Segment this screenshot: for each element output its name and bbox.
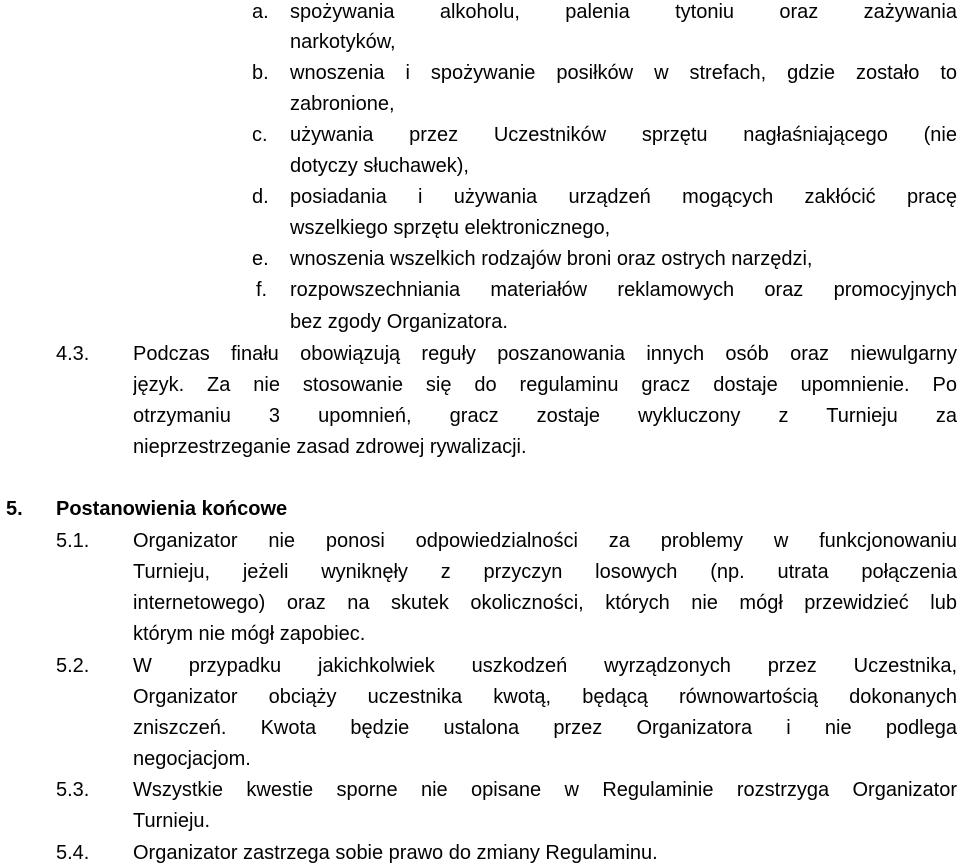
section-5-number: 5. [6, 498, 23, 520]
list-item-a-line-2: narkotyków, [290, 31, 396, 53]
list-marker-e: e. [252, 248, 269, 270]
section-5-4-line-1: Organizator zastrzega sobie prawo do zmiany Regulaminu. [133, 842, 658, 864]
section-5-2-line-3: zniszczeń. Kwota będzie ustalona przez Organizatora i nie podlega [133, 717, 957, 739]
section-5-2-number: 5.2. [56, 655, 90, 677]
list-item-d-line-1: posiadania i używania urządzeń mogących zakłócić pracę [290, 186, 957, 208]
section-5-2-line-2: Organizator obciąży uczestnika kwotą, będącą równowartością dokonanych [133, 686, 957, 708]
section-5-3-number: 5.3. [56, 779, 90, 801]
list-marker-c: c. [252, 124, 268, 146]
list-item-c-line-1: używania przez Uczestników sprzętu nagłaśniającego (nie [290, 124, 957, 146]
section-5-1-line-2: Turnieju, jeżeli wyniknęły z przyczyn losowych (np. utrata połączenia [133, 561, 957, 583]
list-item-e-line-1: wnoszenia wszelkich rodzajów broni oraz ostrych narzędzi, [290, 248, 813, 270]
list-item-a-line-1: spożywania alkoholu, palenia tytoniu oraz zażywania [290, 1, 957, 23]
section-5-2-line-4: negocjacjom. [133, 748, 251, 770]
section-4-3-line-3: otrzymaniu 3 upomnień, gracz zostaje wykluczony z Turnieju za [133, 405, 957, 427]
list-item-f-line-1: rozpowszechniania materiałów reklamowych oraz promocyjnych [290, 279, 957, 301]
section-4-3-line-4: nieprzestrzeganie zasad zdrowej rywalizacji. [133, 436, 527, 458]
section-5-1-line-1: Organizator nie ponosi odpowiedzialności za problemy w funkcjonowaniu [133, 530, 957, 552]
list-marker-b: b. [252, 62, 269, 84]
section-5-1-line-3: internetowego) oraz na skutek okoliczności, których nie mógł przewidzieć lub [133, 592, 957, 614]
section-5-3-line-1: Wszystkie kwestie sporne nie opisane w Regulaminie rozstrzyga Organizator [133, 779, 957, 801]
list-marker-a: a. [252, 1, 269, 23]
section-5-1-line-4: którym nie mógł zapobiec. [133, 623, 366, 645]
list-item-c-line-2: dotyczy słuchawek), [290, 155, 469, 177]
list-item-b-line-2: zabronione, [290, 93, 395, 115]
list-marker-d: d. [252, 186, 269, 208]
list-marker-f: f. [256, 279, 268, 301]
section-4-3-line-2: język. Za nie stosowanie się do regulaminu gracz dostaje upomnienie. Po [133, 374, 957, 396]
section-4-3-number: 4.3. [56, 343, 90, 365]
section-5-title: Postanowienia końcowe [56, 498, 288, 520]
list-item-d-line-2: wszelkiego sprzętu elektronicznego, [290, 217, 611, 239]
section-5-2-line-1: W przypadku jakichkolwiek uszkodzeń wyrządzonych przez Uczestnika, [133, 655, 957, 677]
section-5-1-number: 5.1. [56, 530, 90, 552]
list-item-f-line-2: bez zgody Organizatora. [290, 311, 508, 333]
section-4-3-line-1: Podczas finału obowiązują reguły poszanowania innych osób oraz niewulgarny [133, 343, 957, 365]
list-item-b-line-1: wnoszenia i spożywanie posiłków w strefach, gdzie zostało to [290, 62, 957, 84]
section-5-3-line-2: Turnieju. [133, 810, 211, 832]
section-5-4-number: 5.4. [56, 842, 90, 864]
